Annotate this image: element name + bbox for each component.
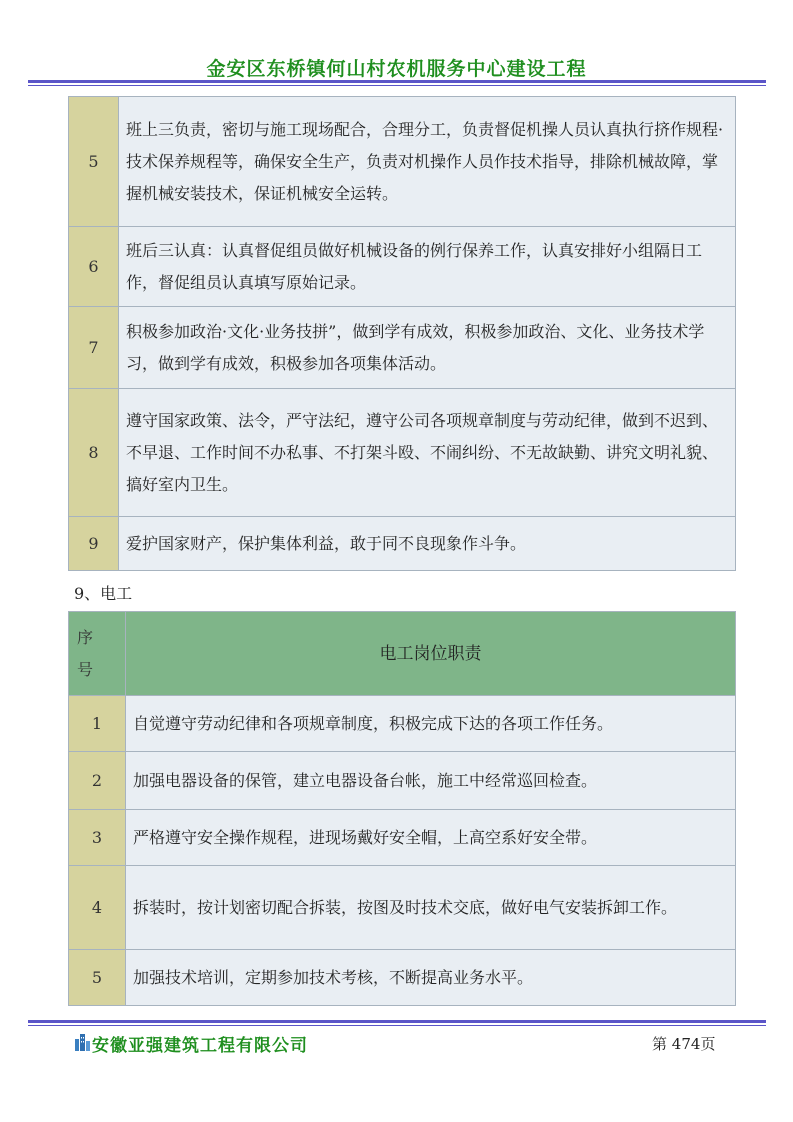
section-heading: 9、电工 — [74, 584, 133, 603]
row-number: 5 — [69, 950, 126, 1006]
row-text: 加强技术培训，定期参加技术考核，不断提高业务水平。 — [126, 950, 736, 1006]
header-title-cell: 电工岗位职责 — [126, 612, 736, 696]
document-header-title: 金安区东桥镇何山村农机服务中心建设工程 — [206, 58, 587, 80]
row-number: 7 — [69, 307, 119, 389]
row-text: 加强电器设备的保管，建立电器设备台帐，施工中经常巡回检查。 — [126, 752, 736, 810]
row-text: 班后三认真：认真督促组员做好机械设备的例行保养工作，认真安排好小组隔日工作，督促组员认真填写原始记录。 — [119, 227, 736, 307]
header-number-line: 序 — [77, 627, 94, 647]
row-number: 8 — [69, 389, 119, 517]
table-row — [69, 810, 736, 866]
row-text: 班上三负责，密切与施工现场配合，合理分工，负责督促机操人员认真执行挤作规程·技术保养规程等，确保安全生产，负责对机操作人员作技术指导，排除机械故障，掌握机械安装技术，保证机械安全运转。 — [119, 97, 736, 227]
row-text: 拆装时，按计划密切配合拆装，按图及时技术交底，做好电气安装拆卸工作。 — [126, 866, 736, 950]
header-number-cell — [69, 612, 126, 696]
company-name: 安徽亚强建筑工程有限公司 — [92, 1036, 308, 1056]
header-rule — [28, 80, 766, 86]
table-row — [69, 752, 736, 810]
row-number: 6 — [69, 227, 119, 307]
header-number-line: 号 — [77, 659, 94, 679]
row-number: 9 — [69, 517, 119, 571]
row-number: 2 — [69, 752, 126, 810]
row-text: 严格遵守安全操作规程，进现场戴好安全帽，上高空系好安全带。 — [126, 810, 736, 866]
page-number-label — [652, 1033, 715, 1054]
table-row — [69, 307, 736, 389]
table-row — [69, 97, 736, 227]
table-row — [69, 950, 736, 1006]
page-suffix: 页 — [700, 1035, 716, 1053]
row-number: 3 — [69, 810, 126, 866]
building-logo-icon — [74, 1031, 92, 1051]
row-number: 1 — [69, 696, 126, 752]
electrician-duties-table — [68, 611, 736, 1006]
row-text: 积极参加政治·文化·业务技拼”，做到学有成效，积极参加政治、文化、业务技术学习，做到学有成效，积极参加各项集体活动。 — [119, 307, 736, 389]
row-text: 爱护国家财产，保护集体利益，敢于同不良现象作斗争。 — [119, 517, 736, 571]
table-row — [69, 866, 736, 950]
duties-table-continued — [68, 96, 736, 571]
page-number: 474 — [671, 1035, 701, 1053]
footer-rule — [28, 1020, 766, 1026]
table-row — [69, 389, 736, 517]
row-number: 5 — [69, 97, 119, 227]
table-header-row — [69, 612, 736, 696]
row-text: 遵守国家政策、法令，严守法纪，遵守公司各项规章制度与劳动纪律，做到不迟到、不早退、工作时间不办私事、不打架斗殴、不闹纠纷、不无故缺勤、讲究文明礼貌、搞好室内卫生。 — [119, 389, 736, 517]
table-row — [69, 227, 736, 307]
table-row — [69, 696, 736, 752]
row-text: 自觉遵守劳动纪律和各项规章制度，积极完成下达的各项工作任务。 — [126, 696, 736, 752]
page-prefix: 第 — [652, 1035, 668, 1053]
row-number: 4 — [69, 866, 126, 950]
table-row — [69, 517, 736, 571]
